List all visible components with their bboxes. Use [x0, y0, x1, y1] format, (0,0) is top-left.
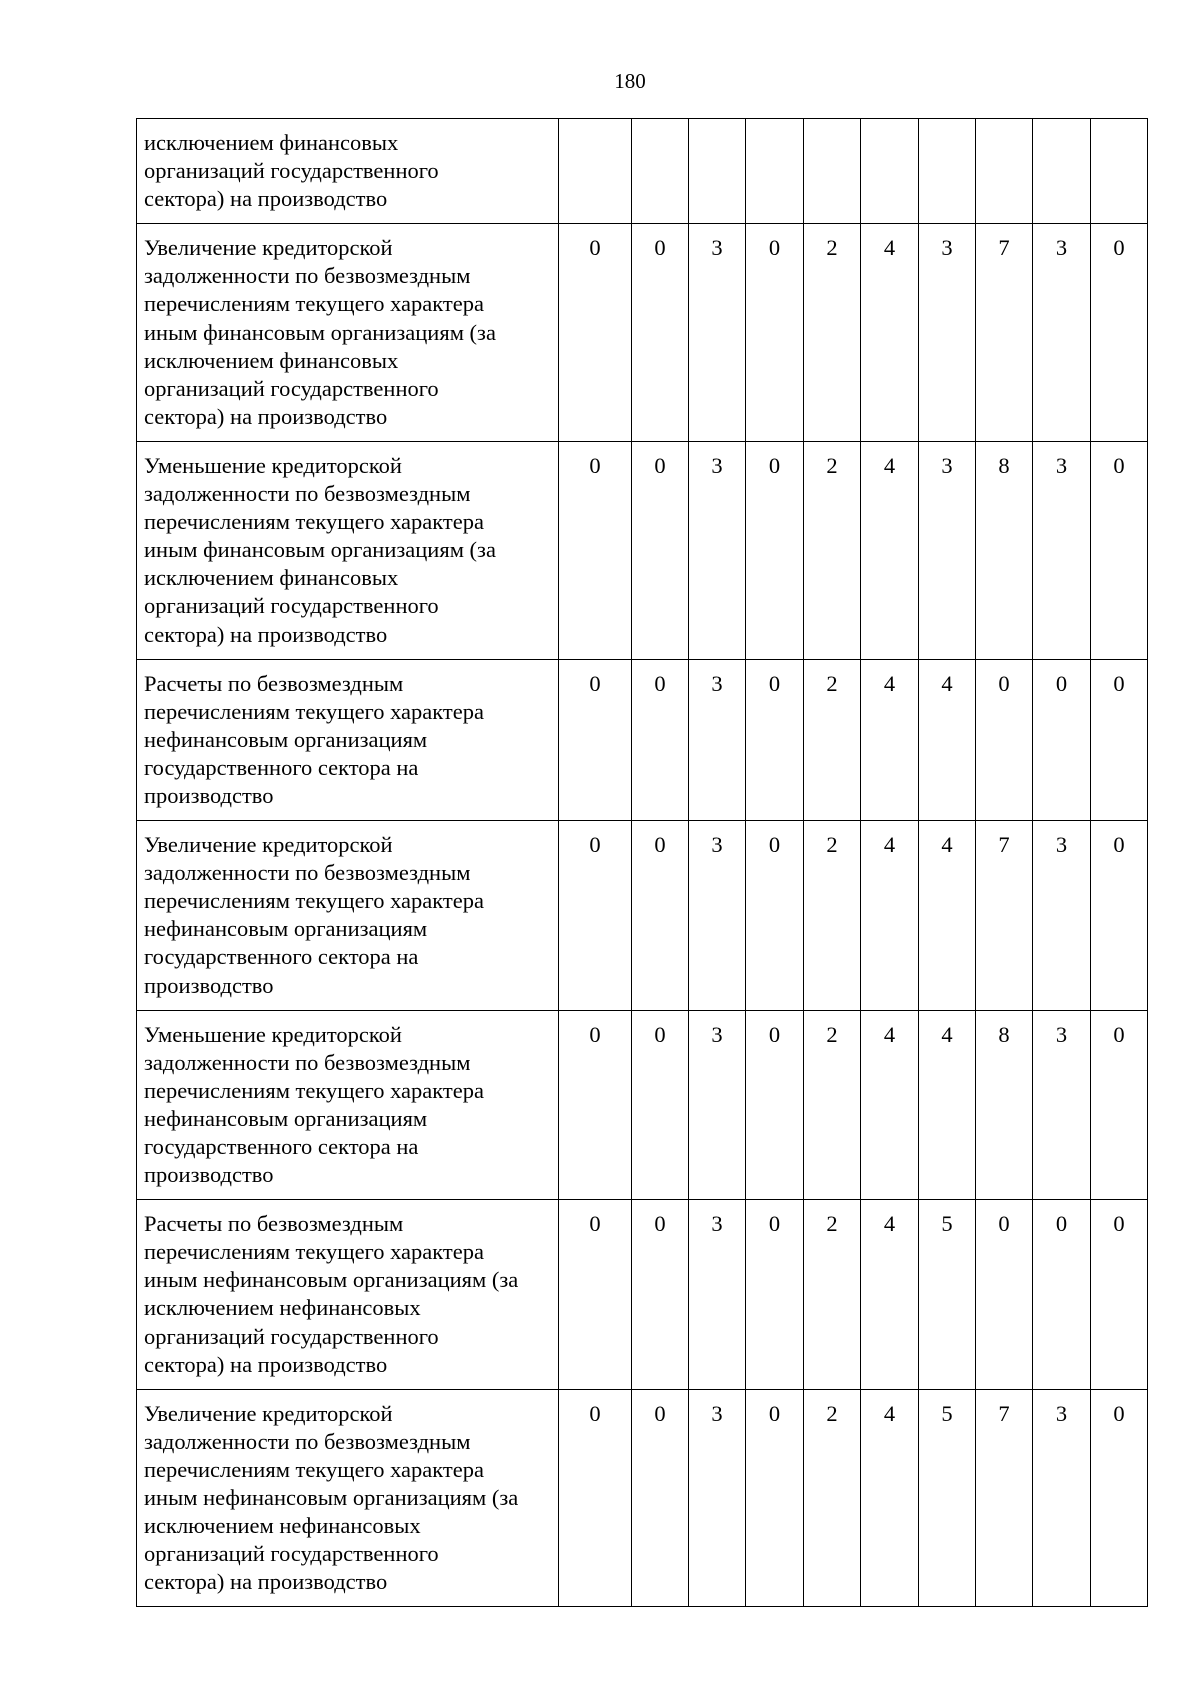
code-digit-cell: 0 [1091, 1010, 1148, 1200]
code-digit-cell: 0 [746, 1389, 804, 1607]
accounts-table [136, 118, 1148, 1607]
code-digit-cell: 3 [689, 1200, 746, 1390]
description-line: государственного сектора на [144, 1134, 419, 1159]
description-line: перечислениям текущего характера [144, 1456, 484, 1482]
code-digit-cell: 3 [689, 1389, 746, 1607]
description-line: сектора) на производство [144, 1569, 388, 1595]
row-description [137, 441, 559, 659]
row-description [137, 1200, 559, 1390]
description-line: задолженности по безвозмездным [144, 481, 471, 507]
code-digit-cell: 4 [861, 1200, 919, 1390]
code-digit-cell: 2 [804, 1010, 861, 1200]
row-description [137, 1389, 559, 1607]
code-digit-cell: 4 [919, 1010, 976, 1200]
description-line: производство [144, 972, 274, 998]
code-digit-cell: 0 [559, 659, 632, 820]
description-line: Уменьшение кредиторской [144, 452, 402, 478]
code-digit-cell: 0 [559, 1010, 632, 1200]
code-digit-cell: 4 [861, 1010, 919, 1200]
table-row [137, 659, 1148, 820]
code-digit-cell: 0 [632, 659, 689, 820]
code-digit-cell: 4 [861, 1389, 919, 1607]
description-line: производство [144, 1162, 274, 1188]
table-row [137, 1389, 1148, 1607]
description-line: Увеличение кредиторской [144, 832, 393, 858]
description-line: Увеличение кредиторской [144, 1400, 393, 1426]
code-digit-cell [632, 119, 689, 224]
description-line: исключением нефинансовых [144, 1295, 421, 1321]
description-line: организаций государственного [144, 1323, 439, 1349]
code-digit-cell: 4 [861, 659, 919, 820]
code-digit-cell: 3 [919, 224, 976, 442]
description-line: перечислениям текущего характера [144, 888, 484, 914]
description-line: нефинансовым организациям [144, 1105, 428, 1131]
code-digit-cell: 3 [1033, 821, 1091, 1011]
row-description [137, 224, 559, 442]
code-digit-cell [559, 119, 632, 224]
description-line: нефинансовым организациям [144, 726, 428, 752]
code-digit-cell: 0 [559, 1389, 632, 1607]
code-digit-cell: 3 [689, 821, 746, 1011]
code-digit-cell [976, 119, 1033, 224]
table-row [137, 119, 1148, 224]
description-line: задолженности по безвозмездным [144, 1049, 471, 1075]
table-row [137, 821, 1148, 1011]
code-digit-cell: 5 [919, 1200, 976, 1390]
code-digit-cell: 7 [976, 821, 1033, 1011]
code-digit-cell: 3 [919, 441, 976, 659]
description-line: задолженности по безвозмездным [144, 263, 471, 289]
description-line: исключением нефинансовых [144, 1513, 421, 1539]
description-line: задолженности по безвозмездным [144, 1428, 471, 1454]
code-digit-cell: 0 [1091, 1200, 1148, 1390]
code-digit-cell: 4 [861, 821, 919, 1011]
description-line: организаций государственного [144, 593, 439, 619]
row-description [137, 659, 559, 820]
code-digit-cell: 0 [746, 1010, 804, 1200]
code-digit-cell: 4 [919, 659, 976, 820]
code-digit-cell: 0 [1091, 659, 1148, 820]
code-digit-cell: 3 [1033, 441, 1091, 659]
code-digit-cell: 3 [689, 1010, 746, 1200]
code-digit-cell: 0 [746, 821, 804, 1011]
row-description [137, 119, 559, 224]
page-number: 180 [614, 69, 646, 93]
code-digit-cell: 3 [689, 441, 746, 659]
code-digit-cell: 0 [1091, 441, 1148, 659]
description-line: иным нефинансовым организациям (за [144, 1267, 519, 1293]
code-digit-cell: 0 [632, 821, 689, 1011]
code-digit-cell [1033, 119, 1091, 224]
description-line: государственного сектора на [144, 754, 419, 780]
code-digit-cell: 0 [976, 1200, 1033, 1390]
code-digit-cell: 7 [976, 1389, 1033, 1607]
code-digit-cell [804, 119, 861, 224]
code-digit-cell: 5 [919, 1389, 976, 1607]
description-line: перечислениям текущего характера [144, 1239, 484, 1265]
description-line: исключением финансовых [144, 565, 399, 591]
description-line: организаций государственного [144, 1541, 439, 1567]
description-line: организаций государственного [144, 158, 439, 184]
code-digit-cell: 2 [804, 1200, 861, 1390]
code-digit-cell: 0 [976, 659, 1033, 820]
description-line: перечислениям текущего характера [144, 509, 484, 535]
row-description [137, 821, 559, 1011]
description-line: перечислениям текущего характера [144, 291, 484, 317]
code-digit-cell: 0 [1091, 821, 1148, 1011]
code-digit-cell: 2 [804, 821, 861, 1011]
code-digit-cell: 0 [1091, 224, 1148, 442]
code-digit-cell: 8 [976, 441, 1033, 659]
code-digit-cell [689, 119, 746, 224]
code-digit-cell: 0 [1091, 1389, 1148, 1607]
code-digit-cell: 4 [861, 441, 919, 659]
code-digit-cell: 2 [804, 441, 861, 659]
code-digit-cell: 3 [689, 659, 746, 820]
code-digit-cell: 3 [689, 224, 746, 442]
code-digit-cell: 0 [632, 1010, 689, 1200]
code-digit-cell: 2 [804, 1389, 861, 1607]
description-line: нефинансовым организациям [144, 916, 428, 942]
code-digit-cell: 4 [861, 224, 919, 442]
code-digit-cell: 4 [919, 821, 976, 1011]
code-digit-cell: 0 [559, 821, 632, 1011]
code-digit-cell: 0 [559, 1200, 632, 1390]
table-row [137, 1010, 1148, 1200]
code-digit-cell: 0 [559, 441, 632, 659]
code-digit-cell: 8 [976, 1010, 1033, 1200]
description-line: Расчеты по безвозмездным [144, 670, 404, 696]
code-digit-cell: 3 [1033, 1389, 1091, 1607]
description-line: сектора) на производство [144, 403, 388, 429]
description-line: Расчеты по безвозмездным [144, 1211, 404, 1237]
code-digit-cell: 0 [746, 441, 804, 659]
description-line: перечислениям текущего характера [144, 698, 484, 724]
code-digit-cell: 2 [804, 224, 861, 442]
description-line: сектора) на производство [144, 1351, 388, 1377]
code-digit-cell [861, 119, 919, 224]
code-digit-cell: 0 [559, 224, 632, 442]
description-line: организаций государственного [144, 375, 439, 401]
description-line: сектора) на производство [144, 186, 388, 212]
description-line: Увеличение кредиторской [144, 235, 393, 261]
code-digit-cell [746, 119, 804, 224]
description-line: сектора) на производство [144, 621, 388, 647]
code-digit-cell [919, 119, 976, 224]
table-row [137, 224, 1148, 442]
code-digit-cell: 3 [1033, 1010, 1091, 1200]
code-digit-cell: 2 [804, 659, 861, 820]
code-digit-cell: 0 [632, 224, 689, 442]
code-digit-cell [1091, 119, 1148, 224]
description-line: Уменьшение кредиторской [144, 1021, 402, 1047]
code-digit-cell: 0 [1033, 659, 1091, 820]
description-line: иным нефинансовым организациям (за [144, 1485, 519, 1511]
description-line: иным финансовым организациям (за [144, 537, 496, 563]
description-line: перечислениям текущего характера [144, 1077, 484, 1103]
code-digit-cell: 3 [1033, 224, 1091, 442]
code-digit-cell: 0 [746, 1200, 804, 1390]
code-digit-cell: 0 [632, 1200, 689, 1390]
code-digit-cell: 0 [1033, 1200, 1091, 1390]
table-row [137, 1200, 1148, 1390]
description-line: иным финансовым организациям (за [144, 319, 496, 345]
description-line: исключением финансовых [144, 130, 399, 155]
description-line: исключением финансовых [144, 347, 399, 373]
code-digit-cell: 0 [632, 441, 689, 659]
code-digit-cell: 0 [746, 659, 804, 820]
description-line: государственного сектора на [144, 944, 419, 970]
code-digit-cell: 7 [976, 224, 1033, 442]
description-line: задолженности по безвозмездным [144, 860, 471, 886]
code-digit-cell: 0 [632, 1389, 689, 1607]
description-line: производство [144, 782, 274, 808]
table-row [137, 441, 1148, 659]
code-digit-cell: 0 [746, 224, 804, 442]
row-description [137, 1010, 559, 1200]
